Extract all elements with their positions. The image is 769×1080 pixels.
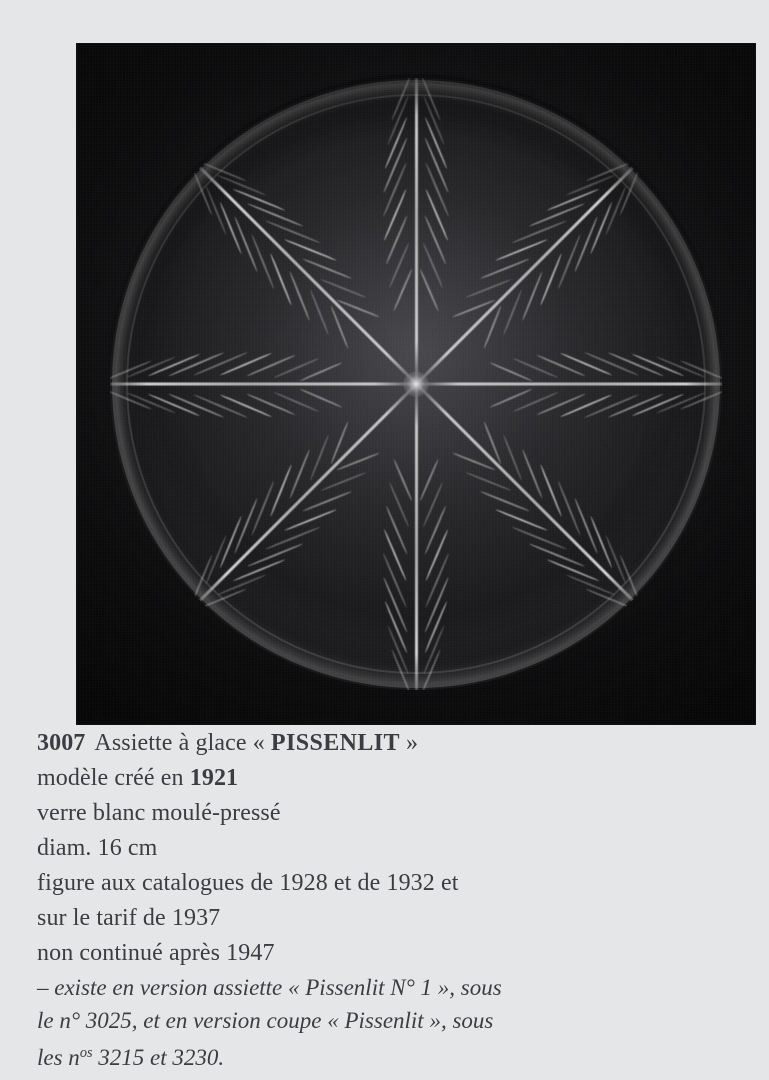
plate-outer-rim [112, 80, 720, 688]
caption-note-line-3 [37, 1037, 737, 1074]
creation-label: modèle créé en [37, 765, 190, 791]
caption-line-creation [37, 761, 737, 796]
note-suffix: 3215 et 3230. [92, 1044, 225, 1070]
caption-title-suffix: » [399, 730, 419, 756]
note-superscript: os [79, 1045, 93, 1061]
plate-body [110, 78, 722, 690]
catalogue-reference-number: 3007 [37, 730, 86, 756]
caption-line-title [37, 726, 737, 761]
caption-line-dimensions: diam. 16 cm [37, 835, 158, 861]
glass-plate [110, 78, 722, 690]
caption-note-line-1: – existe en version assiette « Pissenlit N° 1 », sous [37, 975, 502, 1000]
plate-photograph [77, 44, 755, 724]
caption-note-line-2: le n° 3025, et en version coupe « Pissenlit », sous [37, 1008, 494, 1033]
caption-line-tariff: sur le tarif de 1937 [37, 905, 221, 931]
photo-background [77, 44, 755, 724]
caption-line-discontinued: non continué après 1947 [37, 940, 275, 966]
figure-caption [37, 726, 737, 1074]
creation-year: 1921 [189, 765, 239, 791]
caption-line-catalogues: figure aux catalogues de 1928 et de 1932 et [37, 870, 459, 896]
note-prefix: les n [37, 1044, 80, 1070]
model-name: PISSENLIT [270, 730, 400, 756]
caption-line-material: verre blanc moulé-pressé [37, 800, 281, 826]
caption-title-text: Assiette à glace « [94, 730, 271, 756]
